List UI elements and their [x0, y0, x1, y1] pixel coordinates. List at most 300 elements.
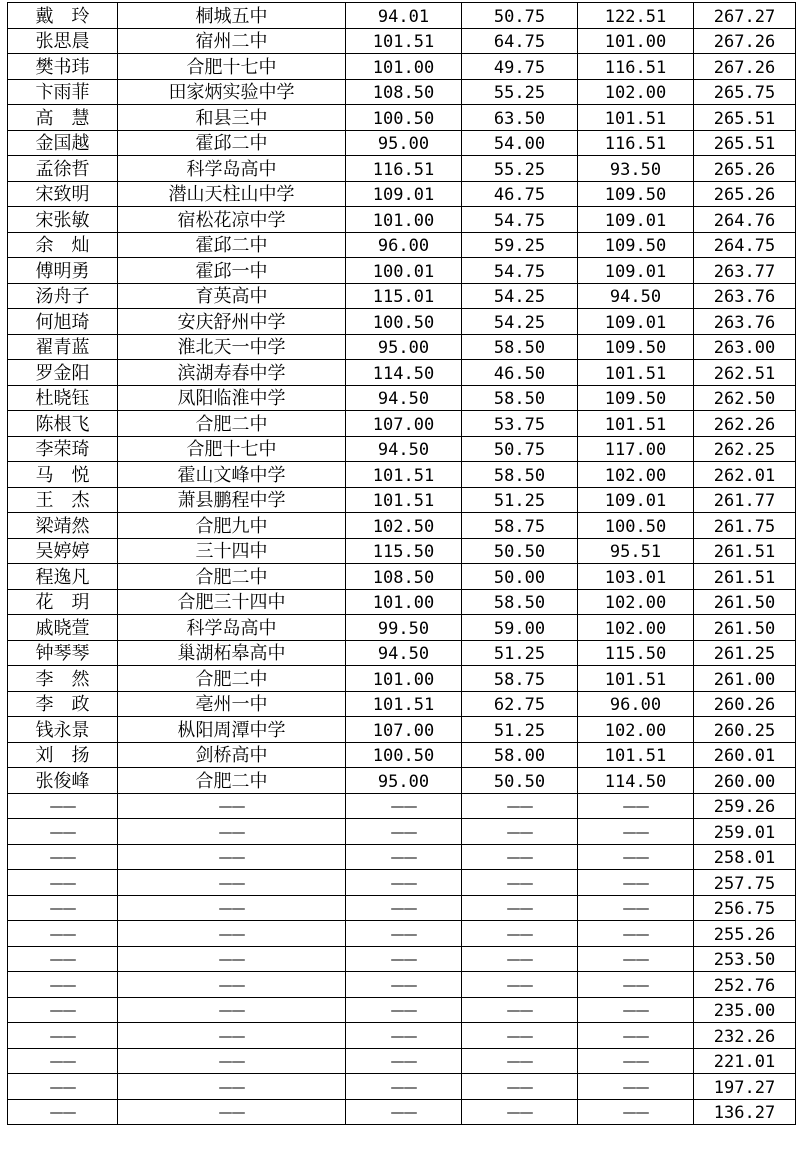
score-a-cell: 115.50 [346, 538, 462, 564]
student-name-cell: 花 玥 [8, 589, 118, 615]
student-name-cell: 张俊峰 [8, 768, 118, 794]
score-b-cell: 58.50 [462, 385, 578, 411]
total-score-cell: 263.77 [694, 258, 796, 284]
score-b-cell: 51.25 [462, 487, 578, 513]
student-name-cell: —— [8, 793, 118, 819]
table-row [8, 258, 796, 284]
score-a-cell: 108.50 [346, 564, 462, 590]
student-name-cell: —— [8, 870, 118, 896]
score-a-cell: —— [346, 819, 462, 845]
score-b-cell: 58.00 [462, 742, 578, 768]
total-score-cell: 260.25 [694, 717, 796, 743]
score-b-cell: —— [462, 997, 578, 1023]
score-a-cell: —— [346, 997, 462, 1023]
total-score-cell: 232.26 [694, 1023, 796, 1049]
score-c-cell: 102.00 [578, 79, 694, 105]
score-c-cell: 102.00 [578, 462, 694, 488]
score-b-cell: 59.25 [462, 232, 578, 258]
score-a-cell: 101.51 [346, 691, 462, 717]
total-score-cell: 259.01 [694, 819, 796, 845]
score-a-cell: 95.00 [346, 334, 462, 360]
score-c-cell: 116.51 [578, 130, 694, 156]
score-a-cell: 100.50 [346, 309, 462, 335]
student-name-cell: 樊书玮 [8, 54, 118, 80]
score-a-cell: —— [346, 844, 462, 870]
school-cell: 合肥九中 [118, 513, 346, 539]
total-score-cell: 261.75 [694, 513, 796, 539]
table-row [8, 691, 796, 717]
school-cell: 亳州一中 [118, 691, 346, 717]
table-row [8, 895, 796, 921]
score-b-cell: 50.75 [462, 3, 578, 29]
score-b-cell: 54.25 [462, 309, 578, 335]
score-a-cell: —— [346, 793, 462, 819]
score-c-cell: 102.00 [578, 615, 694, 641]
student-name-cell: —— [8, 972, 118, 998]
score-c-cell: —— [578, 1048, 694, 1074]
score-b-cell: —— [462, 819, 578, 845]
total-score-cell: 235.00 [694, 997, 796, 1023]
score-c-cell: 103.01 [578, 564, 694, 590]
score-c-cell: 101.51 [578, 666, 694, 692]
score-c-cell: —— [578, 997, 694, 1023]
table-row [8, 1099, 796, 1125]
school-cell: 潜山天柱山中学 [118, 181, 346, 207]
school-cell: 霍山文峰中学 [118, 462, 346, 488]
score-c-cell: —— [578, 1023, 694, 1049]
school-cell: 巢湖柘皋高中 [118, 640, 346, 666]
table-row [8, 385, 796, 411]
student-name-cell: 王 杰 [8, 487, 118, 513]
school-cell: 和县三中 [118, 105, 346, 131]
score-table-body [8, 3, 796, 1125]
score-c-cell: —— [578, 844, 694, 870]
student-name-cell: —— [8, 1099, 118, 1125]
score-c-cell: 94.50 [578, 283, 694, 309]
score-a-cell: 94.01 [346, 3, 462, 29]
score-c-cell: —— [578, 895, 694, 921]
table-row [8, 283, 796, 309]
total-score-cell: 260.00 [694, 768, 796, 794]
student-name-cell: 宋张敏 [8, 207, 118, 233]
student-name-cell: 钱永景 [8, 717, 118, 743]
table-row [8, 997, 796, 1023]
table-row [8, 130, 796, 156]
score-b-cell: —— [462, 870, 578, 896]
school-cell: 田家炳实验中学 [118, 79, 346, 105]
school-cell: 安庆舒州中学 [118, 309, 346, 335]
score-b-cell: 54.25 [462, 283, 578, 309]
score-a-cell: 107.00 [346, 411, 462, 437]
school-cell: 合肥二中 [118, 564, 346, 590]
score-a-cell: —— [346, 946, 462, 972]
total-score-cell: 261.50 [694, 589, 796, 615]
total-score-cell: 262.25 [694, 436, 796, 462]
score-b-cell: 58.75 [462, 666, 578, 692]
student-name-cell: —— [8, 895, 118, 921]
score-b-cell: 50.75 [462, 436, 578, 462]
school-cell: 枞阳周潭中学 [118, 717, 346, 743]
score-c-cell: 109.01 [578, 207, 694, 233]
score-c-cell: 122.51 [578, 3, 694, 29]
score-b-cell: 50.00 [462, 564, 578, 590]
school-cell: —— [118, 819, 346, 845]
score-b-cell: —— [462, 844, 578, 870]
student-name-cell: —— [8, 844, 118, 870]
total-score-cell: 265.26 [694, 181, 796, 207]
score-b-cell: 64.75 [462, 28, 578, 54]
table-row [8, 589, 796, 615]
student-name-cell: 宋致明 [8, 181, 118, 207]
total-score-cell: 221.01 [694, 1048, 796, 1074]
total-score-cell: 263.00 [694, 334, 796, 360]
score-c-cell: 116.51 [578, 54, 694, 80]
score-c-cell: 109.01 [578, 258, 694, 284]
table-row [8, 870, 796, 896]
table-row [8, 156, 796, 182]
total-score-cell: 258.01 [694, 844, 796, 870]
score-c-cell: 101.51 [578, 105, 694, 131]
score-a-cell: 107.00 [346, 717, 462, 743]
total-score-cell: 257.75 [694, 870, 796, 896]
score-b-cell: 50.50 [462, 538, 578, 564]
score-a-cell: 95.00 [346, 130, 462, 156]
school-cell: —— [118, 844, 346, 870]
student-name-cell: —— [8, 819, 118, 845]
table-row [8, 513, 796, 539]
table-row [8, 105, 796, 131]
student-name-cell: —— [8, 997, 118, 1023]
score-c-cell: 114.50 [578, 768, 694, 794]
total-score-cell: 255.26 [694, 921, 796, 947]
student-name-cell: 孟徐哲 [8, 156, 118, 182]
school-cell: 科学岛高中 [118, 615, 346, 641]
total-score-cell: 264.76 [694, 207, 796, 233]
table-row [8, 538, 796, 564]
table-row [8, 768, 796, 794]
score-a-cell: 101.00 [346, 207, 462, 233]
school-cell: 合肥二中 [118, 411, 346, 437]
student-name-cell: 罗金阳 [8, 360, 118, 386]
score-b-cell: 54.75 [462, 258, 578, 284]
score-a-cell: —— [346, 921, 462, 947]
student-name-cell: 吴婷婷 [8, 538, 118, 564]
total-score-cell: 265.26 [694, 156, 796, 182]
school-cell: 三十四中 [118, 538, 346, 564]
school-cell: —— [118, 1074, 346, 1100]
table-row [8, 717, 796, 743]
school-cell: 剑桥高中 [118, 742, 346, 768]
total-score-cell: 252.76 [694, 972, 796, 998]
school-cell: —— [118, 793, 346, 819]
score-a-cell: —— [346, 1099, 462, 1125]
school-cell: 合肥十七中 [118, 54, 346, 80]
table-row [8, 462, 796, 488]
school-cell: 宿松花凉中学 [118, 207, 346, 233]
score-b-cell: 51.25 [462, 640, 578, 666]
score-a-cell: —— [346, 870, 462, 896]
school-cell: —— [118, 895, 346, 921]
score-a-cell: 100.01 [346, 258, 462, 284]
score-a-cell: 95.00 [346, 768, 462, 794]
total-score-cell: 265.51 [694, 130, 796, 156]
student-name-cell: 余 灿 [8, 232, 118, 258]
score-b-cell: 50.50 [462, 768, 578, 794]
student-name-cell: —— [8, 1023, 118, 1049]
score-a-cell: 114.50 [346, 360, 462, 386]
score-a-cell: —— [346, 1048, 462, 1074]
total-score-cell: 261.51 [694, 564, 796, 590]
score-b-cell: —— [462, 1074, 578, 1100]
school-cell: —— [118, 972, 346, 998]
total-score-cell: 262.50 [694, 385, 796, 411]
total-score-cell: 136.27 [694, 1099, 796, 1125]
score-b-cell: 46.50 [462, 360, 578, 386]
school-cell: 合肥二中 [118, 666, 346, 692]
student-name-cell: 翟青蓝 [8, 334, 118, 360]
score-b-cell: 58.50 [462, 334, 578, 360]
student-name-cell: 李 政 [8, 691, 118, 717]
score-a-cell: 101.00 [346, 666, 462, 692]
total-score-cell: 263.76 [694, 309, 796, 335]
student-name-cell: 戚晓萱 [8, 615, 118, 641]
table-row [8, 844, 796, 870]
school-cell: 萧县鹏程中学 [118, 487, 346, 513]
score-c-cell: 109.50 [578, 232, 694, 258]
score-c-cell: 101.51 [578, 360, 694, 386]
score-c-cell: 93.50 [578, 156, 694, 182]
total-score-cell: 264.75 [694, 232, 796, 258]
table-row [8, 819, 796, 845]
student-name-cell: 高 慧 [8, 105, 118, 131]
score-c-cell: 101.51 [578, 742, 694, 768]
table-row [8, 946, 796, 972]
score-b-cell: —— [462, 793, 578, 819]
school-cell: —— [118, 921, 346, 947]
score-c-cell: —— [578, 921, 694, 947]
score-a-cell: 115.01 [346, 283, 462, 309]
student-name-cell: —— [8, 921, 118, 947]
score-a-cell: —— [346, 972, 462, 998]
score-a-cell: 94.50 [346, 436, 462, 462]
school-cell: —— [118, 1023, 346, 1049]
score-c-cell: 109.50 [578, 334, 694, 360]
table-row [8, 1074, 796, 1100]
table-row [8, 921, 796, 947]
score-c-cell: 95.51 [578, 538, 694, 564]
total-score-cell: 263.76 [694, 283, 796, 309]
student-name-cell: 杜晓钰 [8, 385, 118, 411]
total-score-cell: 261.51 [694, 538, 796, 564]
total-score-cell: 261.77 [694, 487, 796, 513]
score-a-cell: 101.51 [346, 462, 462, 488]
school-cell: —— [118, 997, 346, 1023]
score-a-cell: 101.00 [346, 54, 462, 80]
score-a-cell: 108.50 [346, 79, 462, 105]
student-name-cell: 何旭琦 [8, 309, 118, 335]
score-b-cell: 63.50 [462, 105, 578, 131]
total-score-cell: 262.51 [694, 360, 796, 386]
table-row [8, 972, 796, 998]
school-cell: 霍邱二中 [118, 232, 346, 258]
score-c-cell: 101.51 [578, 411, 694, 437]
score-a-cell: 94.50 [346, 385, 462, 411]
score-b-cell: —— [462, 946, 578, 972]
student-name-cell: 张思晨 [8, 28, 118, 54]
school-cell: 霍邱二中 [118, 130, 346, 156]
table-row [8, 436, 796, 462]
table-row [8, 487, 796, 513]
score-b-cell: 62.75 [462, 691, 578, 717]
total-score-cell: 197.27 [694, 1074, 796, 1100]
score-c-cell: —— [578, 793, 694, 819]
score-c-cell: 109.01 [578, 487, 694, 513]
score-a-cell: 100.50 [346, 742, 462, 768]
score-c-cell: 96.00 [578, 691, 694, 717]
score-c-cell: —— [578, 1099, 694, 1125]
total-score-cell: 267.26 [694, 28, 796, 54]
school-cell: 合肥三十四中 [118, 589, 346, 615]
school-cell: 育英高中 [118, 283, 346, 309]
table-row [8, 640, 796, 666]
school-cell: —— [118, 946, 346, 972]
student-name-cell: 程逸凡 [8, 564, 118, 590]
table-row [8, 360, 796, 386]
score-b-cell: 58.50 [462, 589, 578, 615]
table-row [8, 79, 796, 105]
score-b-cell: 55.25 [462, 156, 578, 182]
score-c-cell: —— [578, 819, 694, 845]
score-a-cell: 100.50 [346, 105, 462, 131]
score-b-cell: 49.75 [462, 54, 578, 80]
score-b-cell: 59.00 [462, 615, 578, 641]
student-name-cell: 李荣琦 [8, 436, 118, 462]
student-name-cell: 傅明勇 [8, 258, 118, 284]
school-cell: —— [118, 1048, 346, 1074]
school-cell: 科学岛高中 [118, 156, 346, 182]
table-row [8, 793, 796, 819]
score-c-cell: 117.00 [578, 436, 694, 462]
score-b-cell: —— [462, 921, 578, 947]
student-name-cell: 陈根飞 [8, 411, 118, 437]
table-row [8, 207, 796, 233]
school-cell: 霍邱一中 [118, 258, 346, 284]
student-name-cell: 梁靖然 [8, 513, 118, 539]
score-c-cell: 109.50 [578, 181, 694, 207]
total-score-cell: 261.50 [694, 615, 796, 641]
score-b-cell: —— [462, 1099, 578, 1125]
table-row [8, 232, 796, 258]
total-score-cell: 260.26 [694, 691, 796, 717]
student-name-cell: 金国越 [8, 130, 118, 156]
school-cell: 淮北天一中学 [118, 334, 346, 360]
score-c-cell: 102.00 [578, 589, 694, 615]
school-cell: —— [118, 1099, 346, 1125]
total-score-cell: 265.75 [694, 79, 796, 105]
score-b-cell: 54.75 [462, 207, 578, 233]
score-table [7, 2, 796, 1125]
student-name-cell: 卞雨菲 [8, 79, 118, 105]
table-row [8, 1048, 796, 1074]
score-c-cell: 109.50 [578, 385, 694, 411]
score-a-cell: 101.51 [346, 487, 462, 513]
score-b-cell: —— [462, 972, 578, 998]
score-c-cell: —— [578, 1074, 694, 1100]
score-a-cell: 96.00 [346, 232, 462, 258]
score-c-cell: 109.01 [578, 309, 694, 335]
score-b-cell: —— [462, 895, 578, 921]
total-score-cell: 259.26 [694, 793, 796, 819]
score-c-cell: 115.50 [578, 640, 694, 666]
table-row [8, 615, 796, 641]
score-a-cell: 101.51 [346, 28, 462, 54]
table-row [8, 309, 796, 335]
table-row [8, 742, 796, 768]
score-b-cell: 53.75 [462, 411, 578, 437]
total-score-cell: 260.01 [694, 742, 796, 768]
student-name-cell: 汤舟子 [8, 283, 118, 309]
student-name-cell: —— [8, 946, 118, 972]
total-score-cell: 262.01 [694, 462, 796, 488]
student-name-cell: 钟琴琴 [8, 640, 118, 666]
table-row [8, 411, 796, 437]
score-a-cell: —— [346, 895, 462, 921]
school-cell: 宿州二中 [118, 28, 346, 54]
total-score-cell: 253.50 [694, 946, 796, 972]
score-a-cell: —— [346, 1023, 462, 1049]
total-score-cell: 256.75 [694, 895, 796, 921]
score-a-cell: 102.50 [346, 513, 462, 539]
total-score-cell: 261.25 [694, 640, 796, 666]
score-b-cell: 54.00 [462, 130, 578, 156]
score-a-cell: 109.01 [346, 181, 462, 207]
table-row [8, 181, 796, 207]
score-b-cell: 58.75 [462, 513, 578, 539]
table-row [8, 54, 796, 80]
student-name-cell: —— [8, 1048, 118, 1074]
student-name-cell: 戴 玲 [8, 3, 118, 29]
score-b-cell: —— [462, 1048, 578, 1074]
school-cell: 桐城五中 [118, 3, 346, 29]
table-row [8, 666, 796, 692]
table-row [8, 3, 796, 29]
school-cell: —— [118, 870, 346, 896]
score-a-cell: 94.50 [346, 640, 462, 666]
student-name-cell: 马 悦 [8, 462, 118, 488]
score-b-cell: —— [462, 1023, 578, 1049]
score-a-cell: 99.50 [346, 615, 462, 641]
score-c-cell: 101.00 [578, 28, 694, 54]
score-b-cell: 46.75 [462, 181, 578, 207]
table-row [8, 334, 796, 360]
school-cell: 合肥十七中 [118, 436, 346, 462]
score-c-cell: 100.50 [578, 513, 694, 539]
student-name-cell: —— [8, 1074, 118, 1100]
total-score-cell: 267.27 [694, 3, 796, 29]
score-c-cell: —— [578, 946, 694, 972]
score-a-cell: —— [346, 1074, 462, 1100]
score-b-cell: 51.25 [462, 717, 578, 743]
total-score-cell: 262.26 [694, 411, 796, 437]
student-name-cell: 李 然 [8, 666, 118, 692]
student-name-cell: 刘 扬 [8, 742, 118, 768]
table-row [8, 564, 796, 590]
school-cell: 凤阳临淮中学 [118, 385, 346, 411]
score-c-cell: —— [578, 972, 694, 998]
score-c-cell: —— [578, 870, 694, 896]
total-score-cell: 267.26 [694, 54, 796, 80]
school-cell: 滨湖寿春中学 [118, 360, 346, 386]
